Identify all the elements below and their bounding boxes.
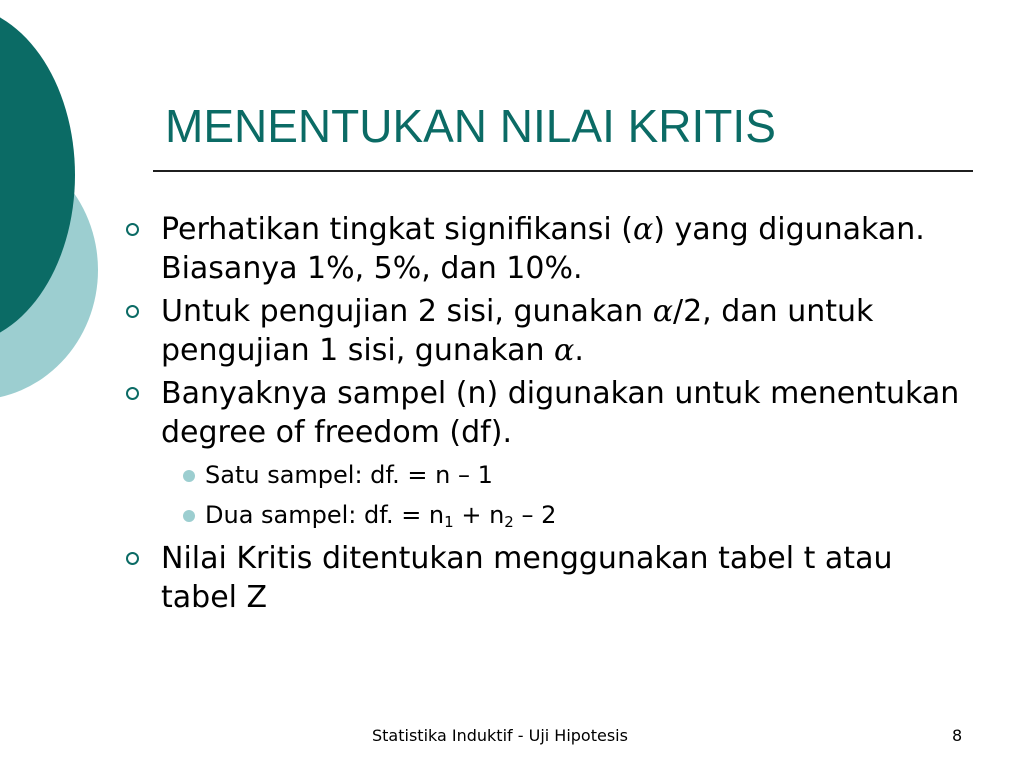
title-divider — [153, 170, 973, 172]
sub-bullet-text-part: + n — [453, 501, 505, 529]
hollow-circle-bullet-icon — [126, 387, 139, 400]
filled-dot-bullet-icon — [183, 470, 195, 482]
sub-bullet-list — [161, 455, 970, 535]
bullet-list — [120, 210, 970, 621]
bullet-text-part: Perhatikan tingkat signifikansi ( — [161, 212, 633, 247]
page-number: 8 — [952, 726, 963, 745]
bullet-text-part: /2, dan untuk pengujian 1 sisi, gunakan — [161, 294, 874, 368]
hollow-circle-bullet-icon — [126, 552, 139, 565]
sub-bullet-item-one-sample — [161, 455, 970, 495]
bullet-text-part: . — [574, 333, 584, 368]
bullet-text: Nilai Kritis ditentukan menggunakan tabel t atau tabel Z — [161, 541, 893, 615]
footer-text: Statistika Induktif - Uji Hipotesis — [372, 726, 628, 745]
subscript: 1 — [444, 513, 454, 531]
filled-dot-bullet-icon — [183, 510, 195, 522]
bullet-item-significance — [120, 210, 970, 288]
alpha-symbol: α — [652, 294, 673, 329]
sub-bullet-text-part: – 2 — [513, 501, 557, 529]
bullet-item-test-sides — [120, 292, 970, 370]
bullet-text: Banyaknya sampel (n) digunakan untuk menentukan degree of freedom (df). — [161, 376, 960, 450]
hollow-circle-bullet-icon — [126, 305, 139, 318]
sub-bullet-text: Satu sampel: df. = n – 1 — [205, 461, 493, 489]
bullet-item-degree-of-freedom — [120, 374, 970, 535]
sub-bullet-text-part: Dua sampel: df. = n — [205, 501, 445, 529]
slide-title: MENENTUKAN NILAI KRITIS — [165, 100, 776, 152]
bullet-text-part: Untuk pengujian 2 sisi, gunakan — [161, 294, 653, 329]
subscript: 2 — [504, 513, 514, 531]
hollow-circle-bullet-icon — [126, 223, 139, 236]
bullet-text-part: ) yang digunakan. Biasanya 1%, 5%, dan 10%. — [161, 212, 925, 286]
alpha-symbol: α — [632, 212, 654, 247]
bullet-item-critical-value — [120, 539, 970, 617]
alpha-symbol: α — [554, 333, 575, 368]
sub-bullet-item-two-sample — [161, 495, 970, 535]
